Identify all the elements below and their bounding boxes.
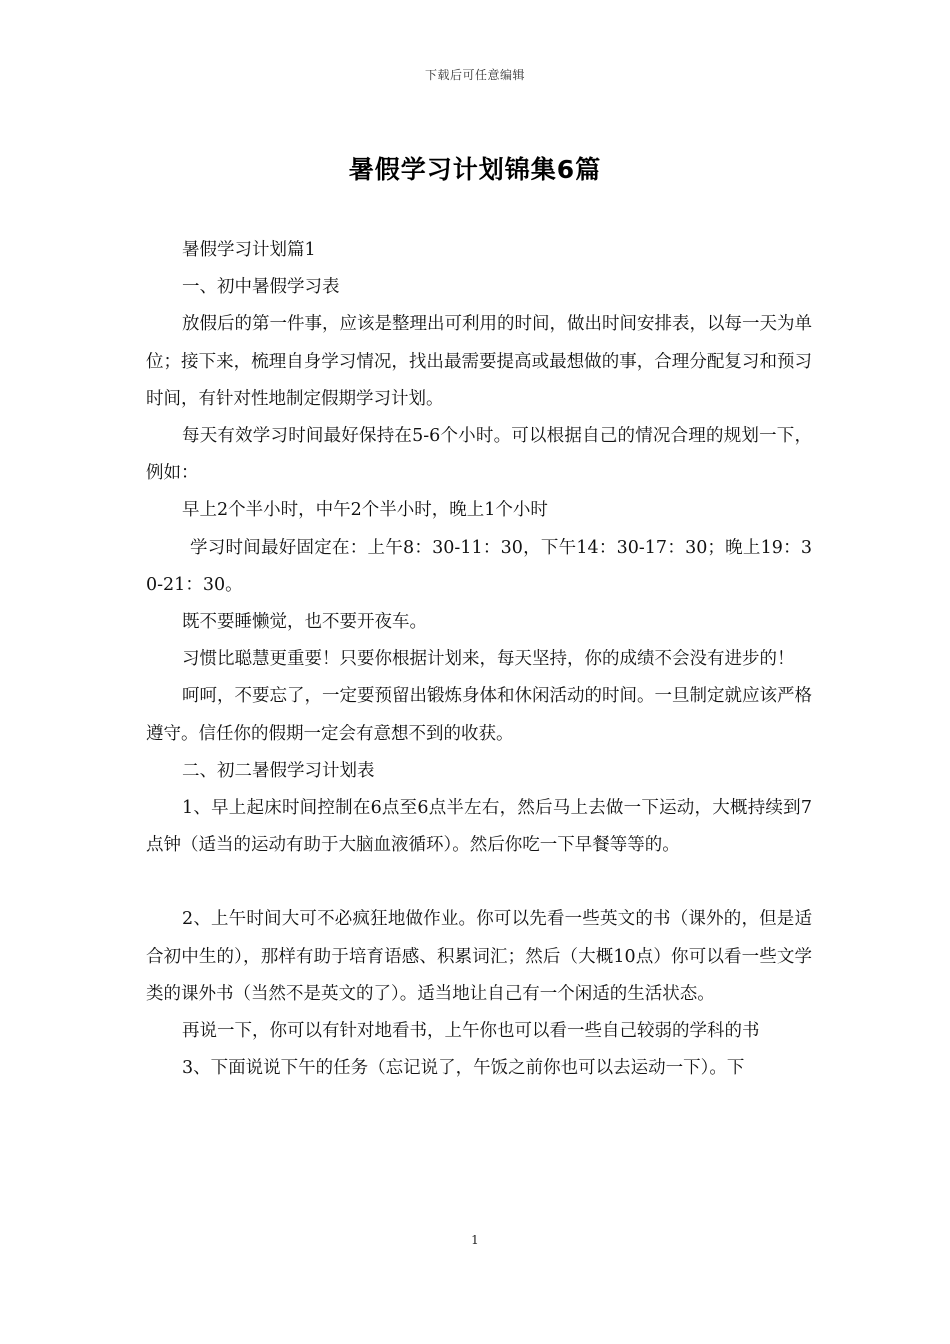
body-paragraph: 3、下面说说下午的任务（忘记说了，午饭之前你也可以去运动一下）。下 [182, 1058, 745, 1079]
document-title: 暑假学习计划锦集6篇 [348, 155, 602, 184]
body-paragraph: 1、早上起床时间控制在6点至6点半左右，然后马上去做一下运动，大概持续到7点钟（适当的运动有助于大脑血液循环）。然后你吃一下早餐等等的。 [146, 798, 812, 856]
body-paragraph: 习惯比聪慧更重要！只要你根据计划来，每天坚持，你的成绩不会没有进步的！ [182, 649, 795, 670]
document-body [146, 232, 812, 1087]
section-heading: 暑假学习计划篇1 [182, 240, 316, 260]
body-paragraph: 放假后的第一件事，应该是整理出可利用的时间，做出时间安排表，以每一天为单位；接下来，梳理自身学习情况，找出最需要提高或最想做的事，合理分配复习和预习时间，有针对性地制定假期学习计划。 [146, 314, 812, 409]
header-note: 下载后可任意编辑 [424, 68, 525, 82]
body-paragraph: 每天有效学习时间最好保持在5-6个小时。可以根据自己的情况合理的规划一下，例如： [146, 426, 812, 484]
subsection-heading: 二、初二暑假学习计划表 [182, 760, 375, 781]
subsection-heading: 一、初中暑假学习表 [182, 277, 340, 298]
body-paragraph: 呵呵，不要忘了，一定要预留出锻炼身体和休闲活动的时间。一旦制定就应该严格遵守。信任你的假期一定会有意想不到的收获。 [146, 686, 812, 744]
body-paragraph: 早上2个半小时，中午2个半小时，晚上1个小时 [182, 500, 548, 521]
body-paragraph: 既不要睡懒觉，也不要开夜车。 [182, 612, 427, 633]
body-paragraph: 学习时间最好固定在：上午8：30-11：30，下午14：30-17：30；晚上19：30-21：30。 [146, 537, 812, 595]
body-paragraph: 再说一下，你可以有针对地看书，上午你也可以看一些自己较弱的学科的书 [182, 1021, 760, 1042]
body-paragraph: 2、上午时间大可不必疯狂地做作业。你可以先看一些英文的书（课外的，但是适合初中生的），那样有助于培育语感、积累词汇；然后（大概10点）你可以看一些文学类的课外书（当然不是英文的了）。适当地让自己有一个闲适的生活状态。 [146, 909, 812, 1004]
page-number: 1 [471, 1233, 479, 1247]
